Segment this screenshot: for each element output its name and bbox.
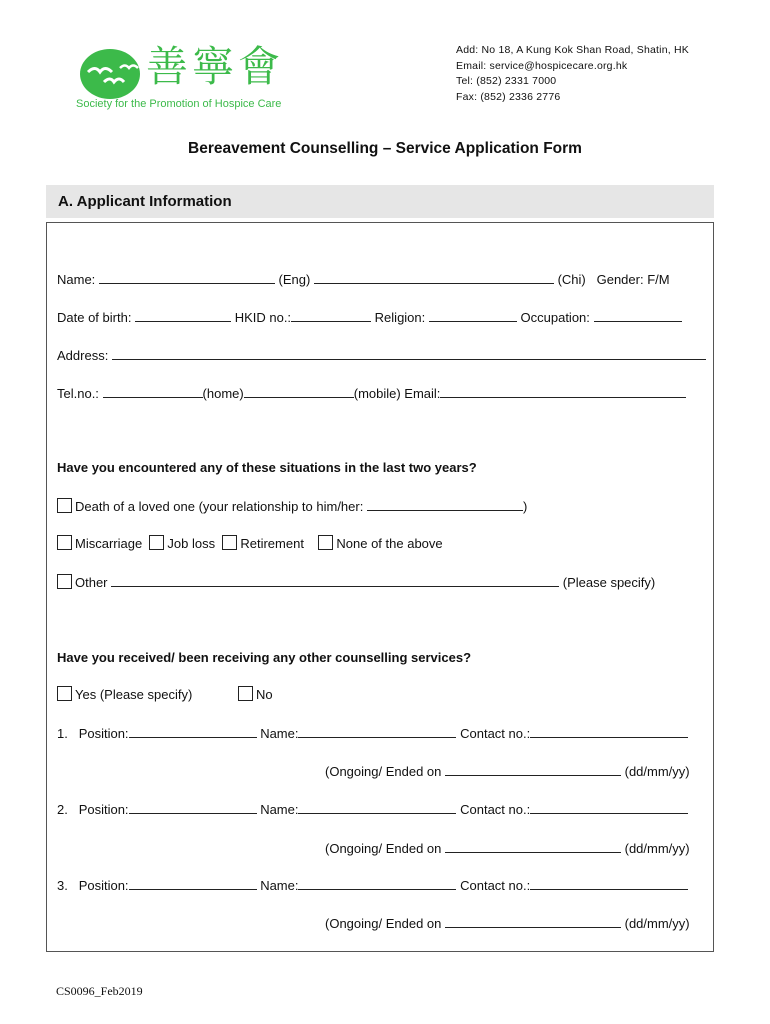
job-loss-label: Job loss [167, 536, 216, 551]
tel-row [57, 384, 686, 403]
relationship-field[interactable] [367, 497, 523, 511]
contact-label: Contact no.: [460, 802, 531, 817]
other-row [57, 573, 655, 592]
position-field[interactable] [129, 876, 257, 890]
position-label: Position: [78, 802, 129, 817]
name-label: Name: [57, 272, 96, 287]
entry-name-field[interactable] [298, 724, 456, 738]
email-line: Email: service@hospicecare.org.hk [456, 59, 628, 72]
entry-name-field[interactable] [298, 800, 456, 814]
retirement-checkbox[interactable] [222, 535, 237, 550]
dob-field[interactable] [135, 308, 231, 322]
mobile-tel-field[interactable] [244, 384, 354, 398]
religion-field[interactable] [429, 308, 517, 322]
miscarriage-checkbox[interactable] [57, 535, 72, 550]
section-a-title: A. Applicant Information [58, 193, 232, 210]
hkid-label: HKID no.: [234, 310, 292, 325]
ongoing-label: (Ongoing/ Ended on [325, 916, 442, 931]
gender-label: Gender: F/M [596, 272, 670, 287]
position-field[interactable] [129, 800, 257, 814]
death-checkbox[interactable] [57, 498, 72, 513]
contact-label: Contact no.: [460, 878, 531, 893]
date-format-label: (dd/mm/yy) [624, 841, 690, 856]
dob-label: Date of birth: [57, 310, 132, 325]
yes-checkbox[interactable] [57, 686, 72, 701]
name-eng-field[interactable] [99, 270, 275, 284]
occupation-field[interactable] [594, 308, 682, 322]
fax-line: Fax: (852) 2336 2776 [456, 90, 561, 103]
none-checkbox[interactable] [318, 535, 333, 550]
hkid-field[interactable] [291, 308, 371, 322]
form-title: Bereavement Counselling – Service Application Form [188, 140, 582, 157]
occupation-label: Occupation: [520, 310, 590, 325]
entry-1-ongoing [325, 762, 690, 781]
death-label: Death of a loved one (your relationship to him/her: [75, 499, 364, 514]
religion-label: Religion: [374, 310, 426, 325]
death-row [57, 497, 527, 516]
entry-3-row [57, 876, 688, 895]
logo-english-name: Society for the Promotion of Hospice Care [76, 98, 282, 110]
mobile-email-label: (mobile) Email: [353, 386, 441, 401]
chi-label: (Chi) [557, 272, 586, 287]
entry-number: 3. [57, 878, 68, 893]
dob-row [57, 308, 682, 327]
none-label: None of the above [336, 536, 443, 551]
name-chi-field[interactable] [314, 270, 554, 284]
entry-name-label: Name: [260, 726, 299, 741]
entry-number: 1. [57, 726, 68, 741]
address-field[interactable] [112, 346, 706, 360]
contact-field[interactable] [530, 876, 688, 890]
form-code-footer: CS0096_Feb2019 [56, 984, 143, 998]
date-format-label: (dd/mm/yy) [624, 916, 690, 931]
contact-block [456, 43, 689, 105]
retirement-label: Retirement [240, 536, 304, 551]
other-checkbox[interactable] [57, 574, 72, 589]
home-label: (home) [202, 386, 244, 401]
entry-2-row [57, 800, 688, 819]
no-option [238, 686, 273, 704]
position-field[interactable] [129, 724, 257, 738]
address-label: Address: [57, 348, 109, 363]
no-checkbox[interactable] [238, 686, 253, 701]
ended-date-field[interactable] [445, 762, 621, 776]
eng-label: (Eng) [278, 272, 311, 287]
address-row [57, 346, 706, 365]
question-counselling: Have you received/ been receiving any other counselling services? [57, 650, 472, 665]
entry-name-field[interactable] [298, 876, 456, 890]
address-line: Add: No 18, A Kung Kok Shan Road, Shatin, HK [456, 44, 689, 56]
yes-no-row [57, 686, 192, 704]
contact-label: Contact no.: [460, 726, 531, 741]
position-label: Position: [78, 726, 129, 741]
entry-2-ongoing [325, 839, 690, 858]
entry-1-row [57, 724, 688, 743]
death-close: ) [522, 499, 528, 514]
home-tel-field[interactable] [103, 384, 203, 398]
job-loss-checkbox[interactable] [149, 535, 164, 550]
entry-number: 2. [57, 802, 68, 817]
miscarriage-label: Miscarriage [75, 536, 143, 551]
position-label: Position: [78, 878, 129, 893]
situations-row [57, 535, 443, 553]
entry-3-ongoing [325, 914, 690, 933]
other-label: Other [75, 575, 108, 590]
tel-label: Tel.no.: [57, 386, 99, 401]
tel-line: Tel: (852) 2331 7000 [456, 75, 557, 87]
contact-field[interactable] [530, 724, 688, 738]
date-format-label: (dd/mm/yy) [624, 764, 690, 779]
ended-date-field[interactable] [445, 839, 621, 853]
question-situations: Have you encountered any of these situations in the last two years? [57, 460, 477, 475]
name-row [57, 270, 670, 289]
ongoing-label: (Ongoing/ Ended on [325, 764, 442, 779]
email-field[interactable] [440, 384, 686, 398]
ongoing-label: (Ongoing/ Ended on [325, 841, 442, 856]
ended-date-field[interactable] [445, 914, 621, 928]
entry-name-label: Name: [260, 878, 299, 893]
yes-label: Yes (Please specify) [75, 687, 193, 702]
contact-field[interactable] [530, 800, 688, 814]
no-label: No [256, 687, 273, 702]
entry-name-label: Name: [260, 802, 299, 817]
please-specify-label: (Please specify) [562, 575, 656, 590]
other-field[interactable] [111, 573, 559, 587]
logo-chinese-name: 善寧會 [146, 42, 285, 91]
